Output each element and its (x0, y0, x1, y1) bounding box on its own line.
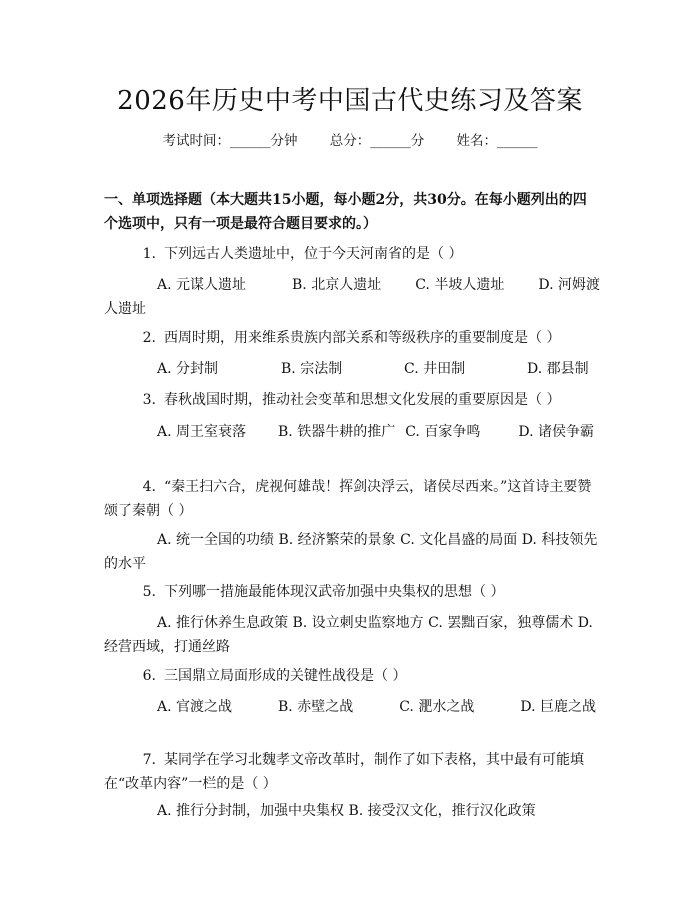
question-6 (104, 664, 600, 688)
question-text: “秦王扫六合，虎视何雄哉！挥剑决浮云，诸侯尽西来。”这首诗主要赞颂了秦朝（ ） (104, 479, 592, 519)
options-line (104, 799, 600, 823)
question-text: 某同学在学习北魏孝文帝改革时，制作了如下表格，其中最有可能填在“改革内容”一栏的是（ ） (104, 752, 584, 792)
option-d: D. 科技领先的水平 (104, 532, 598, 572)
question-number: 7. (142, 752, 156, 768)
option-a: A. 周王室衰落 (157, 424, 247, 440)
question-1-options (104, 273, 600, 321)
question-number: 5. (142, 584, 156, 600)
option-d: D. 诸侯争霸 (518, 424, 594, 440)
question-number: 3. (142, 392, 156, 408)
question-4-options (104, 528, 600, 576)
question-2-options (104, 357, 600, 381)
question-number: 2. (142, 330, 156, 346)
question-7-options (104, 799, 600, 823)
option-d: D. 巨鹿之战 (520, 699, 596, 715)
option-a: A. 推行分封制，加强中央集权 (157, 803, 345, 819)
option-b: B. 宗法制 (281, 361, 343, 377)
student-name-field: 姓名：______ (456, 133, 538, 149)
options-line (104, 695, 600, 719)
question-3 (104, 388, 600, 412)
total-score-field: 总分：______分 (329, 133, 425, 149)
question-number: 6. (142, 668, 156, 684)
options-line (104, 528, 600, 576)
option-a: A. 官渡之战 (157, 699, 233, 715)
option-b: B. 接受汉文化，推行汉化政策 (348, 803, 536, 819)
option-b: B. 铁器牛耕的推广 (278, 424, 396, 440)
exam-meta (0, 131, 700, 151)
option-b: B. 北京人遗址 (292, 277, 382, 293)
options-line (104, 611, 600, 659)
page-title: 2026年历史中考中国古代史练习及答案 (117, 86, 583, 116)
option-a: A. 统一全国的功绩 (157, 532, 275, 548)
question-6-options (104, 695, 600, 719)
question-number: 4. (142, 479, 156, 495)
option-d: D. 经营西域，打通丝路 (104, 615, 593, 655)
question-1 (104, 242, 600, 266)
option-c: C. 淝水之战 (399, 699, 475, 715)
option-d: D. 河姆渡人遗址 (104, 277, 600, 317)
exam-time-field: 考试时间：______分钟 (162, 133, 298, 149)
question-7 (104, 748, 600, 796)
question-3-options (104, 420, 600, 444)
option-a: A. 推行休养生息政策 (157, 615, 289, 631)
question-5 (104, 580, 600, 604)
question-5-options (104, 611, 600, 659)
question-2 (104, 326, 600, 350)
option-d: D. 郡县制 (527, 361, 589, 377)
options-line (104, 273, 600, 321)
option-b: B. 设立刺史监察地方 (292, 615, 424, 631)
question-number: 1. (142, 246, 156, 262)
section-heading: 一、单项选择题（本大题共15小题，每小题2分，共30分。在每小题列出的四个选项中，只有一项是最符合题目要求的。） (104, 192, 587, 232)
question-text: 三国鼎立局面形成的关键性战役是（ ） (164, 668, 407, 684)
option-a: A. 元谋人遗址 (157, 277, 247, 293)
option-c: C. 半坡人遗址 (415, 277, 505, 293)
option-c: C. 井田制 (404, 361, 466, 377)
option-c: C. 罢黜百家，独尊儒术 (428, 615, 574, 631)
options-line (104, 420, 600, 444)
option-c: C. 文化昌盛的局面 (400, 532, 518, 548)
option-b: B. 经济繁荣的景象 (278, 532, 396, 548)
question-text: 下列远古人类遗址中，位于今天河南省的是（ ） (164, 246, 463, 262)
question-text: 西周时期，用来维系贵族内部关系和等级秩序的重要制度是（ ） (164, 330, 561, 346)
question-text: 春秋战国时期，推动社会变革和思想文化发展的重要原因是（ ） (164, 392, 561, 408)
option-a: A. 分封制 (157, 361, 219, 377)
question-text: 下列哪一措施最能体现汉武帝加强中央集权的思想（ ） (164, 584, 505, 600)
option-c: C. 百家争鸣 (405, 424, 481, 440)
option-b: B. 赤壁之战 (278, 699, 354, 715)
question-4 (104, 475, 600, 523)
